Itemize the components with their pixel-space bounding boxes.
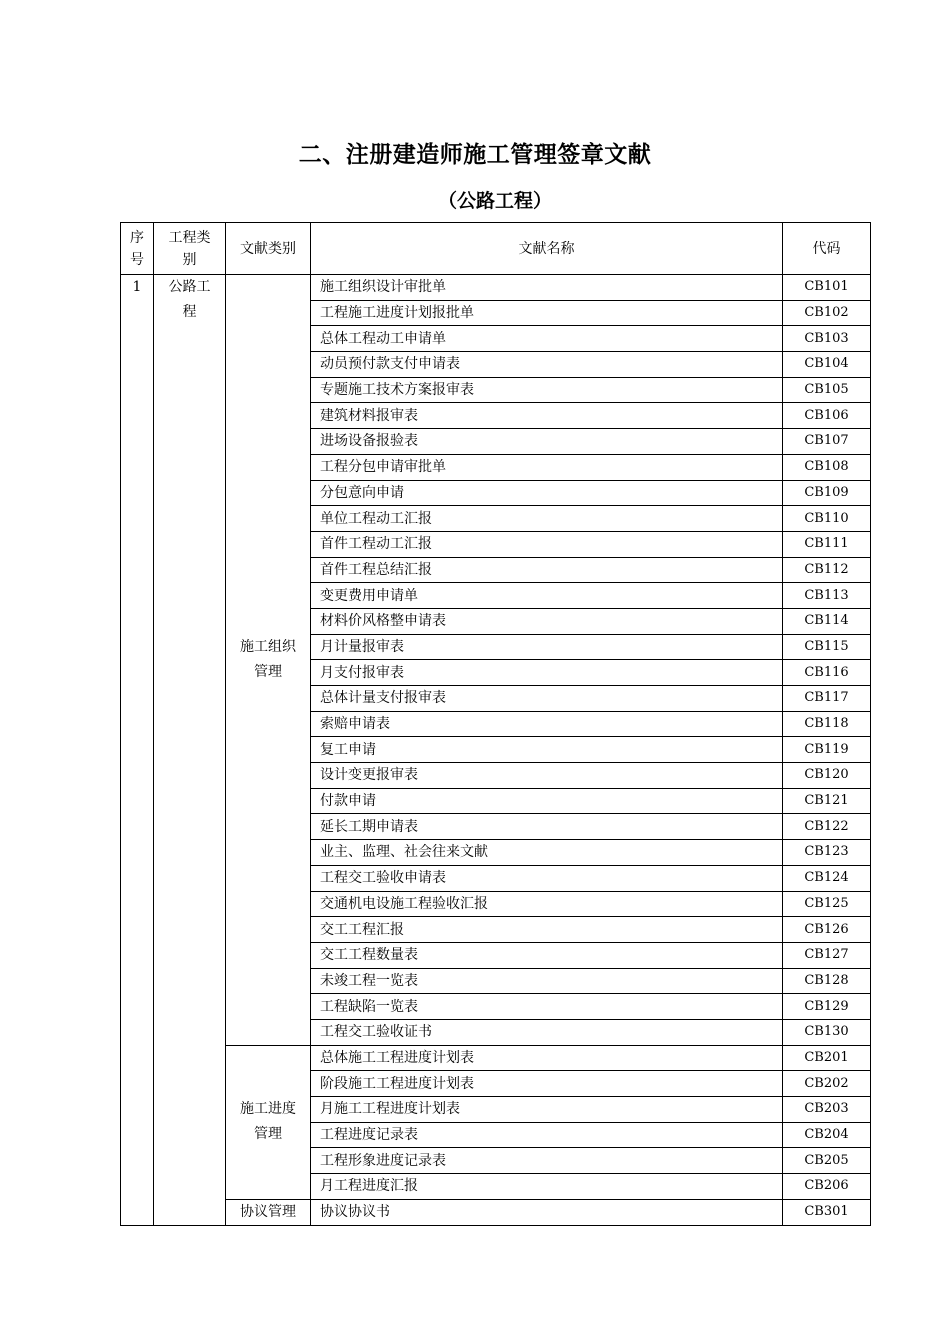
doc-code-cell: CB115 [783,634,871,660]
doc-name-cell: 总体计量支付报审表 [311,686,783,712]
doc-name-cell: 动员预付款支付申请表 [311,352,783,378]
doc-code-cell: CB128 [783,968,871,994]
doc-code-cell: CB203 [783,1097,871,1123]
doc-code-cell: CB113 [783,583,871,609]
page-title: 二、注册建造师施工管理签章文献 [298,142,652,168]
doc-name-cell: 协议协议书 [311,1199,783,1225]
doc-code-cell: CB124 [783,865,871,891]
doc-code-cell: CB202 [783,1071,871,1097]
doc-name-cell: 交工工程汇报 [311,917,783,943]
doc-code-cell: CB125 [783,891,871,917]
table-row [121,275,871,301]
category-cell: 施工进度管理 [226,1045,311,1199]
doc-code-cell: CB112 [783,557,871,583]
doc-name-cell: 延长工期申请表 [311,814,783,840]
doc-name-cell: 工程缺陷一览表 [311,994,783,1020]
header-seq: 序号 [121,223,154,275]
doc-code-cell: CB206 [783,1174,871,1200]
doc-code-cell: CB105 [783,377,871,403]
doc-name-cell: 复工申请 [311,737,783,763]
doc-name-cell: 施工组织设计审批单 [311,275,783,301]
doc-code-cell: CB107 [783,429,871,455]
doc-name-cell: 进场设备报验表 [311,429,783,455]
doc-name-cell: 首件工程动工汇报 [311,531,783,557]
doc-name-cell: 交工工程数量表 [311,942,783,968]
doc-name-cell: 未竣工程一览表 [311,968,783,994]
doc-name-cell: 月计量报审表 [311,634,783,660]
doc-code-cell: CB119 [783,737,871,763]
document-table [120,222,871,1226]
doc-name-cell: 付款申请 [311,788,783,814]
doc-name-cell: 总体工程动工申请单 [311,326,783,352]
doc-code-cell: CB204 [783,1122,871,1148]
doc-code-cell: CB102 [783,300,871,326]
header-code: 代码 [783,223,871,275]
category-cell: 施工组织管理 [226,275,311,1046]
doc-code-cell: CB103 [783,326,871,352]
table-header-row [121,223,871,275]
doc-code-cell: CB109 [783,480,871,506]
doc-name-cell: 建筑材料报审表 [311,403,783,429]
doc-name-cell: 材料价风格整申请表 [311,608,783,634]
doc-code-cell: CB201 [783,1045,871,1071]
doc-name-cell: 单位工程动工汇报 [311,506,783,532]
doc-name-cell: 变更费用申请单 [311,583,783,609]
doc-code-cell: CB126 [783,917,871,943]
doc-name-cell: 月施工工程进度计划表 [311,1097,783,1123]
doc-code-cell: CB301 [783,1199,871,1225]
row-project-type: 公路工程 [154,275,226,1226]
doc-code-cell: CB129 [783,994,871,1020]
doc-code-cell: CB106 [783,403,871,429]
doc-name-cell: 索赔申请表 [311,711,783,737]
doc-name-cell: 专题施工技术方案报审表 [311,377,783,403]
page-subtitle: （公路工程） [437,190,552,212]
row-seq: 1 [121,275,154,1226]
doc-code-cell: CB122 [783,814,871,840]
doc-name-cell: 首件工程总结汇报 [311,557,783,583]
doc-code-cell: CB117 [783,686,871,712]
header-project-type: 工程类别 [154,223,226,275]
doc-name-cell: 工程分包申请审批单 [311,454,783,480]
doc-code-cell: CB205 [783,1148,871,1174]
doc-code-cell: CB120 [783,763,871,789]
doc-code-cell: CB110 [783,506,871,532]
doc-name-cell: 工程进度记录表 [311,1122,783,1148]
doc-name-cell: 月支付报审表 [311,660,783,686]
header-doc-name: 文献名称 [311,223,783,275]
doc-code-cell: CB108 [783,454,871,480]
doc-code-cell: CB130 [783,1019,871,1045]
doc-name-cell: 分包意向申请 [311,480,783,506]
doc-code-cell: CB118 [783,711,871,737]
doc-name-cell: 工程施工进度计划报批单 [311,300,783,326]
doc-code-cell: CB104 [783,352,871,378]
doc-name-cell: 设计变更报审表 [311,763,783,789]
doc-code-cell: CB123 [783,840,871,866]
doc-name-cell: 业主、监理、社会往来文献 [311,840,783,866]
doc-code-cell: CB114 [783,608,871,634]
doc-name-cell: 交通机电设施工程验收汇报 [311,891,783,917]
category-cell: 协议管理 [226,1199,311,1225]
doc-code-cell: CB116 [783,660,871,686]
doc-name-cell: 总体施工工程进度计划表 [311,1045,783,1071]
doc-name-cell: 工程交工验收申请表 [311,865,783,891]
doc-code-cell: CB127 [783,942,871,968]
doc-code-cell: CB121 [783,788,871,814]
doc-name-cell: 阶段施工工程进度计划表 [311,1071,783,1097]
doc-name-cell: 月工程进度汇报 [311,1174,783,1200]
doc-code-cell: CB111 [783,531,871,557]
header-category: 文献类别 [226,223,311,275]
doc-code-cell: CB101 [783,275,871,301]
doc-name-cell: 工程交工验收证书 [311,1019,783,1045]
doc-name-cell: 工程形象进度记录表 [311,1148,783,1174]
table-row [121,1199,871,1225]
table-row [121,1045,871,1071]
